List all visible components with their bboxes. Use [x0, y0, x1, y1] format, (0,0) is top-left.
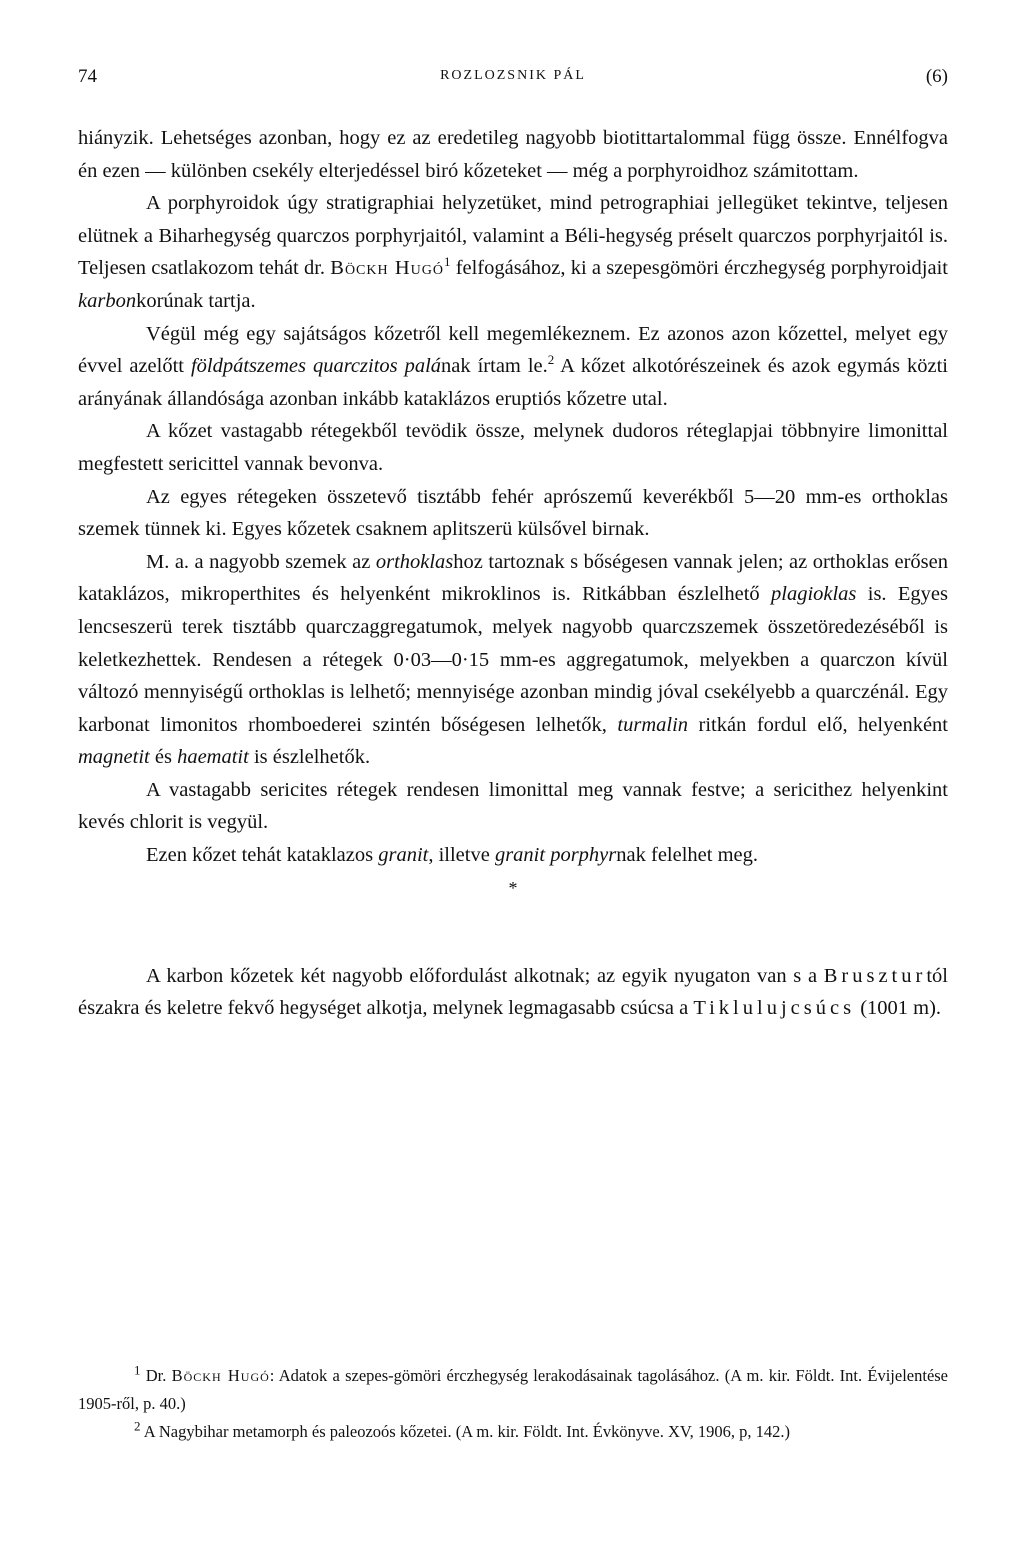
text-run: is. Egyes lencseszerü terek tisztább quarczaggregatumok, melyek nagyobb quarczszemek összetöredezéséből is keletkezhettek. Rendesen a rétegek 0·03—0·15 mm-es aggregatumok, melyekben a quarczon kívül változó mennyiségű orthoklas is lelhető; mennyisége azonban mindig jóval csekélyebb a quarczénál. Egy karbonat limonitos rhomboederei szintén bőségesen lelhetők,	[78, 583, 948, 736]
text-run: felfogásához, ki a szepesgömöri érczhegység porphyroidjait	[450, 257, 948, 280]
place-name: Tiklulujcsúcs	[693, 997, 856, 1020]
footnote	[78, 1418, 948, 1446]
text-run: Ezen kőzet tehát kataklazos	[146, 844, 379, 867]
text-run: Végül még egy sajátságos kőzetről kell megemlékeznem. Ez azonos azon kőzettel, melyet egy évvel azelőtt	[78, 322, 948, 378]
italic-term: turmalin	[617, 713, 689, 736]
paragraph	[78, 960, 948, 1025]
section-number: (6)	[925, 66, 948, 87]
paragraph	[78, 546, 948, 774]
author-name: Böckh Hugó	[330, 257, 444, 280]
italic-term: plagioklas	[771, 583, 857, 606]
paragraph	[78, 774, 948, 839]
text-run: A Nagybihar metamorph és paleozoós kőzetei. (A m. kir. Földt. Int. Évkönyve. XV, 1906, p, 142.)	[140, 1422, 791, 1441]
text-run: Az egyes rétegeken összetevő tisztább fehér aprószemű keverékből 5—20 mm-es orthoklas szemek tünnek ki. Egyes kőzetek csaknem aplitszerü külsővel birnak.	[78, 485, 948, 541]
text-run: korúnak tartja.	[136, 289, 256, 312]
italic-term: magnetit	[78, 746, 150, 769]
footnote	[78, 1362, 948, 1418]
page-number: 74	[78, 66, 97, 87]
footnote-ref: 1	[443, 254, 451, 270]
place-name: Brusztur	[823, 964, 927, 987]
text-run: A kőzet alkotórészeinek és azok egymás közti arányának állandósága azonban inkább kataklázos eruptiós kőzetre utal.	[78, 355, 948, 410]
running-head: ROZLOZSNIK PÁL	[440, 68, 586, 83]
italic-term: orthoklas	[375, 550, 454, 573]
text-run: (1001 m).	[855, 997, 942, 1020]
text-run: ritkán fordul elő, helyenként	[688, 713, 948, 736]
text-run: M. a. a nagyobb szemek az	[146, 550, 376, 573]
text-run: nak felelhet meg.	[616, 844, 758, 867]
footnote-ref: 1	[134, 1362, 141, 1378]
text-run: A kőzet vastagabb rétegekből tevödik össze, melynek dudoros réteglapjai többnyire limonittal megfestett sericittel vannak bevonva.	[78, 420, 948, 475]
paragraph	[78, 839, 948, 872]
text-run: Dr.	[140, 1366, 172, 1385]
text-run: tól északra és keletre fekvő hegységet alkotja, melynek legmagasabb csúcsa a	[78, 964, 948, 1020]
page-header	[78, 66, 948, 96]
italic-term: földpátszemes quarczitos palá	[190, 355, 442, 378]
text-run: hiányzik. Lehetséges azonban, hogy ez az eredetileg nagyobb biotittartalommal függ össze. Ennélfogva én ezen — különben csekély elterjedéssel biró kőzeteket — még a porphyroidhoz számitottam.	[78, 127, 948, 182]
italic-term: karbon	[78, 289, 137, 312]
text-run: hoz tartoznak s bőségesen vannak jelen; az orthoklas erősen kataklázos, mikroperthites és helyenként mikroklinos is. Ritkábban észlelhető	[78, 550, 948, 606]
paragraph	[78, 318, 948, 416]
paragraph	[78, 187, 948, 317]
text-run: A vastagabb sericites rétegek rendesen limonittal meg vannak festve; a sericithez helyenkint kevés chlorit is vegyül.	[78, 778, 948, 834]
footnote-ref: 2	[547, 352, 555, 368]
footnotes	[78, 1362, 948, 1446]
text-run: és	[149, 746, 178, 769]
paragraph	[78, 415, 948, 480]
text-run: A karbon kőzetek két nagyobb előfordulást alkotnak; az egyik nyugaton van s a	[146, 964, 824, 987]
author-name: Böckh Hugó	[171, 1366, 270, 1385]
paragraph	[78, 481, 948, 546]
italic-term: granit porphyr	[494, 844, 617, 867]
italic-term: haematit	[177, 746, 249, 769]
text-run: , illetve	[428, 844, 495, 867]
paragraph	[78, 122, 948, 187]
body-text	[78, 122, 948, 1025]
text-run: : Adatok a szepes-gömöri érczhegység lerakodásainak tagolásához. (A m. kir. Földt. Int. Évijelentése 1905-ről, p. 40.)	[78, 1366, 949, 1413]
footnote-ref: 2	[134, 1418, 141, 1434]
text-run: is észlelhetők.	[248, 746, 371, 769]
text-run: nak írtam le.	[441, 355, 548, 378]
text-run: A porphyroidok úgy stratigraphiai helyzetüket, mind petrographiai jellegüket tekintve, teljesen elütnek a Biharhegység quarczos porphyrjaitól, valamint a Béli-hegység préselt quarczos porphyrjaitól is. Teljesen csatlakozom tehát dr.	[78, 192, 948, 280]
italic-term: granit	[378, 844, 429, 867]
section-separator: *	[508, 877, 518, 898]
